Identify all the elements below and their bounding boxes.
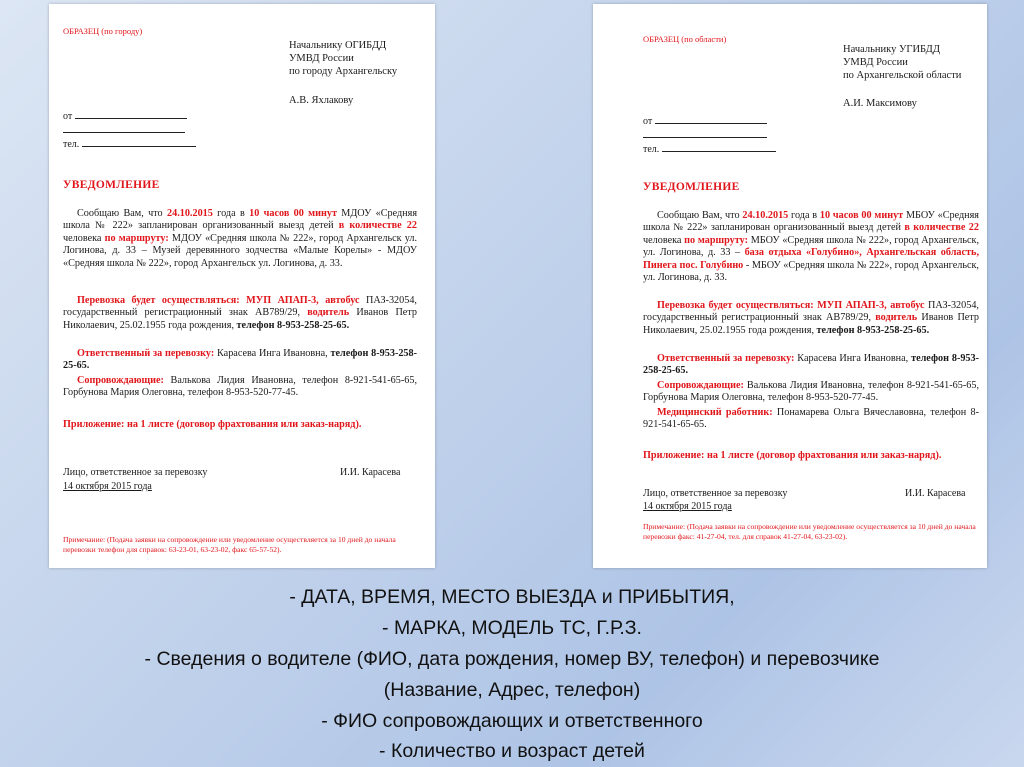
footnote: Примечание: (Подача заявки на сопровождение или уведомление осуществляется за 10 дней до начала перевозки телефон для справок: 63-23-01, 63-23-02, факс 65-57-52). bbox=[63, 535, 396, 554]
paragraph-medic: Медицинский работник: Понамарева Ольга Вячеславовна, телефон 8-921-541-65-65. bbox=[643, 407, 979, 431]
addressee-line-1: Начальнику ОГИБДД bbox=[289, 40, 387, 51]
responsible-label: Лицо, ответственное за перевозку bbox=[63, 467, 208, 478]
phone-field bbox=[63, 137, 196, 150]
addressee-line-1: Начальнику УГИБДД bbox=[843, 44, 940, 55]
paragraph-escorts: Сопровождающие: Валькова Лидия Ивановна, телефон 8-921-541-65-65, Горбунова Мария Олеговна, телефон 8-953-520-77-45. bbox=[643, 380, 979, 404]
from-label: от bbox=[63, 111, 73, 122]
paragraph-responsible: Ответственный за перевозку: Карасева Инга Ивановна, телефон 8-953-258-25-65. bbox=[643, 353, 980, 377]
from-field bbox=[643, 114, 767, 127]
attachment-line: Приложение: на 1 листе (договор фрахтования или заказ-наряд). bbox=[63, 419, 362, 430]
blank-line bbox=[643, 128, 767, 141]
from-field bbox=[63, 109, 187, 122]
caption-line-4: (Название, Адрес, телефон) bbox=[383, 679, 641, 701]
notice-title: УВЕДОМЛЕНИЕ bbox=[643, 181, 740, 193]
caption-line-3: - Сведения о водителе (ФИО, дата рождения, номер ВУ, телефон) и перевозчике bbox=[144, 648, 880, 670]
responsible-name: И.И. Карасева bbox=[340, 467, 401, 478]
phone-label: тел. bbox=[643, 144, 660, 155]
paragraph-escorts: Сопровождающие: Валькова Лидия Ивановна, телефон 8-921-541-65-65, Горбунова Мария Олеговна, телефон 8-953-520-77-45. bbox=[63, 375, 417, 399]
phone-label: тел. bbox=[63, 139, 80, 150]
addressee-line-2: УМВД России bbox=[843, 57, 908, 68]
caption-line-5: - ФИО сопровождающих и ответственного bbox=[321, 710, 703, 732]
addressee-line-2: УМВД России bbox=[289, 53, 354, 64]
footnote: Примечание: (Подача заявки на сопровождение или уведомление осуществляется за 10 дней до начала перевозки факс: 41-27-04, тел. для справок 41-27-04, 63-23-02). bbox=[643, 522, 976, 541]
caption-line-1: - ДАТА, ВРЕМЯ, МЕСТО ВЫЕЗДА и ПРИБЫТИЯ, bbox=[289, 586, 735, 608]
addressee-name: А.И. Максимову bbox=[843, 98, 917, 109]
paragraph-departure: Сообщаю Вам, что 24.10.2015 года в 10 часов 00 минут МБОУ «Средняя школа № 222» запланирован организованный выезд детей в количестве 22 человека по маршруту: МБОУ «Средняя школа № 222», город Архангельск, ул. Логинова, д. 33 – база отдыха «Голубино», Архангельская область, Пинега пос. Голубино - МБОУ «Средняя школа № 222», город Архангельск, ул. Логинова, д. 33. bbox=[643, 210, 979, 284]
paragraph-responsible: Ответственный за перевозку: Карасева Инга Ивановна, телефон 8-953-258-25-65. bbox=[63, 348, 418, 372]
paragraph-transport: Перевозка будет осуществляться: МУП АПАП-3, автобус ПАЗ-32054, государственный регистрационный знак АВ789/29, водитель Иванов Петр Николаевич, 25.02.1955 года рождения, телефон 8-953-258-25-65. bbox=[63, 295, 417, 331]
addressee-name: А.В. Яхлакову bbox=[289, 95, 354, 106]
sample-label: ОБРАЗЕЦ (по городу) bbox=[63, 26, 143, 36]
blank-line bbox=[63, 123, 185, 136]
caption-line-2: - МАРКА, МОДЕЛЬ ТС, Г.Р.З. bbox=[382, 617, 642, 639]
sample-label: ОБРАЗЕЦ (по области) bbox=[643, 34, 727, 44]
responsible-label: Лицо, ответственное за перевозку bbox=[643, 488, 788, 499]
addressee-line-3: по городу Архангельску bbox=[289, 66, 398, 77]
signature-date: 14 октября 2015 года bbox=[643, 501, 732, 512]
notice-title: УВЕДОМЛЕНИЕ bbox=[63, 179, 160, 191]
responsible-name: И.И. Карасева bbox=[905, 488, 966, 499]
paragraph-departure: Сообщаю Вам, что 24.10.2015 года в 10 часов 00 минут МДОУ «Средняя школа № 222» запланирован организованный выезд детей в количестве 22 человека по маршруту: МДОУ «Средняя школа № 222», город Архангельск ул. Логинова, д. 33 – Музей деревянного зодчества «Малые Корелы» - МДОУ «Средняя школа № 222», город Архангельск ул. Логинова, д. 33. bbox=[63, 208, 418, 269]
notice-document-region bbox=[593, 4, 987, 568]
phone-field bbox=[643, 142, 776, 155]
from-label: от bbox=[643, 116, 653, 127]
addressee-line-3: по Архангельской области bbox=[843, 70, 962, 81]
signature-date: 14 октября 2015 года bbox=[63, 481, 152, 492]
paragraph-transport: Перевозка будет осуществляться: МУП АПАП-3, автобус ПАЗ-32054, государственный регистрационный знак АВ789/29, водитель Иванов Петр Николаевич, 25.02.1955 года рождения, телефон 8-953-258-25-65. bbox=[643, 300, 979, 336]
notice-document-city bbox=[49, 4, 435, 568]
attachment-line: Приложение: на 1 листе (договор фрахтования или заказ-наряд). bbox=[643, 450, 942, 461]
caption-line-6: - Количество и возраст детей bbox=[379, 740, 645, 762]
